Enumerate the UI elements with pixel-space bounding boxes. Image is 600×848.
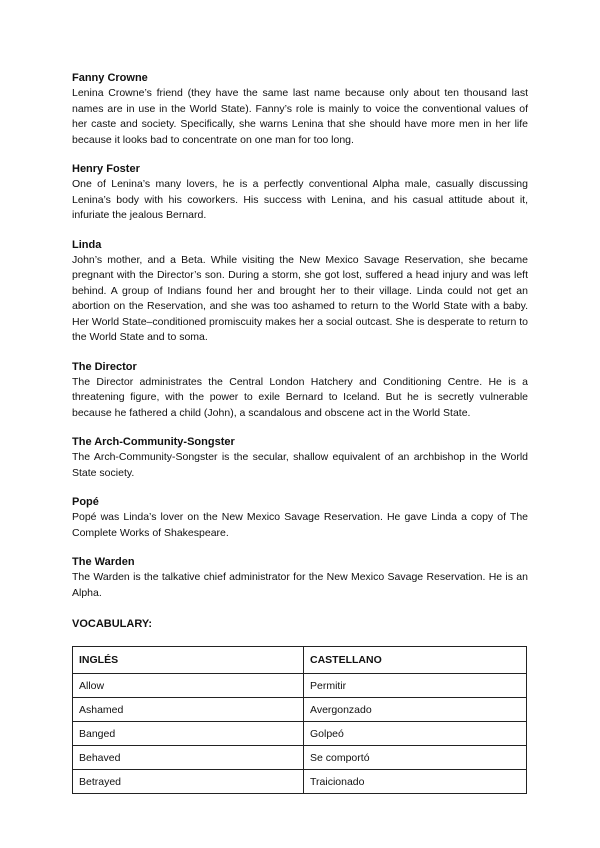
character-description: Lenina Crowne’s friend (they have the same last name because only about ten thousand last names are in use in the World State). Fanny’s role is mainly to voice the conventional values of her caste and society. Specifically, she warns Lenina that she should have more men in her life because it looks bad to concentrate on one man for too long. (72, 87, 528, 146)
table-row (73, 674, 527, 698)
vocabulary-table (72, 646, 527, 794)
vocabulary-heading: VOCABULARY: (72, 618, 153, 630)
spanish-cell: Traicionado (304, 770, 527, 794)
character-entry-the-director (72, 360, 528, 422)
english-cell: Betrayed (73, 770, 304, 794)
character-description: The Arch-Community-Songster is the secular, shallow equivalent of an archbishop in the World State society. (72, 451, 528, 479)
english-cell: Behaved (73, 746, 304, 770)
character-name: Fanny Crowne (72, 72, 148, 84)
character-entry-arch-community-songster (72, 435, 528, 481)
column-header-ingles: INGLÉS (73, 647, 304, 674)
spanish-cell: Avergonzado (304, 698, 527, 722)
spanish-cell: Permitir (304, 674, 527, 698)
character-name: Popé (72, 496, 99, 508)
character-name: The Arch-Community-Songster (72, 436, 235, 448)
english-cell: Allow (73, 674, 304, 698)
character-name: Henry Foster (72, 163, 140, 175)
character-description: The Director administrates the Central London Hatchery and Conditioning Centre. He is a threatening figure, with the power to exile Bernard to Iceland. But he is secretly vulnerable because he fathered a child (John), a scandalous and obscene act in the World State. (72, 375, 528, 419)
character-entry-pope (72, 495, 528, 541)
character-description: Popé was Linda’s lover on the New Mexico Savage Reservation. He gave Linda a copy of The Complete Works of Shakespeare. (72, 511, 528, 539)
character-entry-fanny-crowne (72, 71, 528, 148)
character-entry-linda (72, 238, 528, 346)
table-row (73, 770, 527, 794)
column-header-castellano: CASTELLANO (304, 647, 527, 674)
spanish-cell: Se comportó (304, 746, 527, 770)
vocabulary-header-row (73, 647, 527, 674)
character-name: Linda (72, 238, 102, 251)
character-entry-the-warden (72, 555, 528, 601)
english-cell: Banged (73, 722, 304, 746)
document-content (72, 71, 528, 794)
character-name: The Warden (72, 556, 135, 568)
character-description: The Warden is the talkative chief administrator for the New Mexico Savage Reservation. He is an Alpha. (72, 571, 528, 599)
spanish-cell: Golpeó (304, 722, 527, 746)
table-row (73, 746, 527, 770)
character-description: One of Lenina’s many lovers, he is a perfectly conventional Alpha male, casually discussing Lenina’s body with his coworkers. His success with Lenina, and his casual attitude about it, infuriate the jealous Bernard. (72, 178, 528, 221)
character-description: John’s mother, and a Beta. While visiting the New Mexico Savage Reservation, she became pregnant with the Director’s son. During a storm, she got lost, suffered a head injury and was left behind. A group of Indians found her and brought her to their village. Linda could not get an abortion on the Reservation, and she was too ashamed to return to the World State with a baby. Her World State–conditioned promiscuity makes her a social outcast. She is desperate to return to the World State and to soma. (72, 253, 528, 343)
english-cell: Ashamed (73, 698, 304, 722)
character-entry-henry-foster (72, 162, 528, 224)
character-name: The Director (72, 360, 137, 373)
table-row (73, 722, 527, 746)
table-row (73, 698, 527, 722)
